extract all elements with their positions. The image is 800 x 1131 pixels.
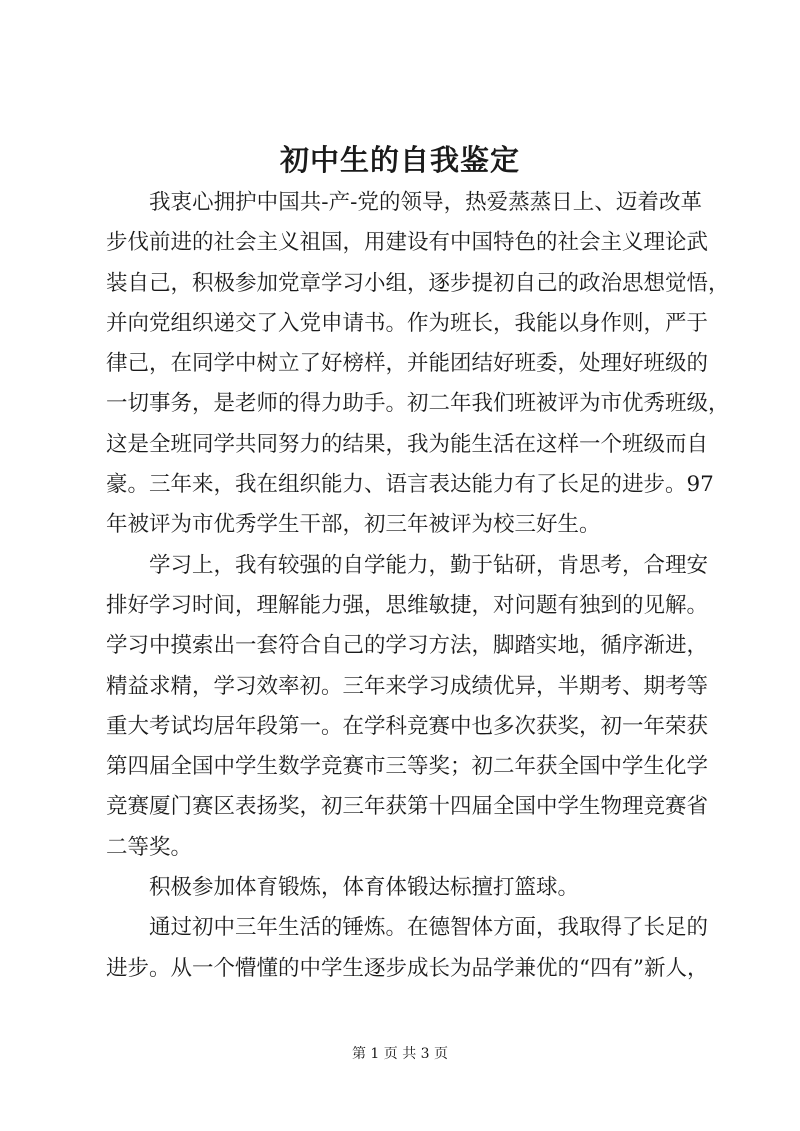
paragraph-1-line-4: 并向党组织递交了入党申请书。作为班长，我能以身作则，严于 — [106, 310, 709, 336]
document-title: 初中生的自我鉴定 — [279, 143, 520, 177]
page-number-footer: 第 1 页 共 3 页 — [351, 1046, 449, 1062]
paragraph-1-line-8: 豪。三年来，我在组织能力、语言表达能力有了长足的进步。97 — [106, 472, 714, 498]
paragraph-1-line-7: 这是全班同学共同努力的结果，我为能生活在这样一个班级而自 — [106, 431, 709, 457]
document-body — [106, 183, 730, 989]
paragraph-2-line-3: 学习中摸索出一套符合自己的学习方法，脚踏实地，循序渐进， — [106, 633, 709, 659]
paragraph-1-line-5: 律己，在同学中树立了好榜样，并能团结好班委，处理好班级的 — [106, 351, 709, 377]
paragraph-2-line-4: 精益求精，学习效率初。三年来学习成绩优异，半期考、期考等 — [106, 673, 709, 699]
paragraph-4-line-1: 通过初中三年生活的锤炼。在德智体方面，我取得了长足的 — [149, 915, 709, 941]
paragraph-1-line-2: 步伐前进的社会主义祖国，用建设有中国特色的社会主义理论武 — [106, 230, 709, 256]
paragraph-1-line-6: 一切事务，是老师的得力助手。初二年我们班被评为市优秀班级， — [106, 391, 730, 417]
paragraph-1-line-9: 年被评为市优秀学生干部，初三年被评为校三好生。 — [106, 512, 601, 538]
paragraph-2-line-1: 学习上，我有较强的自学能力，勤于钻研，肯思考，合理安 — [149, 552, 709, 578]
paragraph-1-line-3: 装自己，积极参加党章学习小组，逐步提初自己的政治思想觉悟， — [106, 270, 730, 296]
paragraph-3-line-1: 积极参加体育锻炼，体育体锻达标擅打篮球。 — [149, 875, 580, 901]
paragraph-1-line-1: 我衷心拥护中国共-产-党的领导，热爱蒸蒸日上、迈着改革 — [149, 190, 702, 215]
paragraph-2-line-2: 排好学习时间，理解能力强，思维敏捷，对问题有独到的见解。 — [106, 592, 709, 618]
paragraph-2-line-6: 第四届全国中学生数学竞赛市三等奖；初二年获全国中学生化学 — [106, 754, 709, 780]
paragraph-2-line-8: 二等奖。 — [106, 834, 193, 860]
paragraph-4-line-2: 进步。从一个懵懂的中学生逐步成长为品学兼优的“四有”新人， — [106, 955, 709, 981]
paragraph-2-line-5: 重大考试均居年段第一。在学科竞赛中也多次获奖，初一年荣获 — [106, 713, 709, 739]
paragraph-2-line-7: 竞赛厦门赛区表扬奖，初三年获第十四届全国中学生物理竞赛省 — [106, 794, 709, 820]
